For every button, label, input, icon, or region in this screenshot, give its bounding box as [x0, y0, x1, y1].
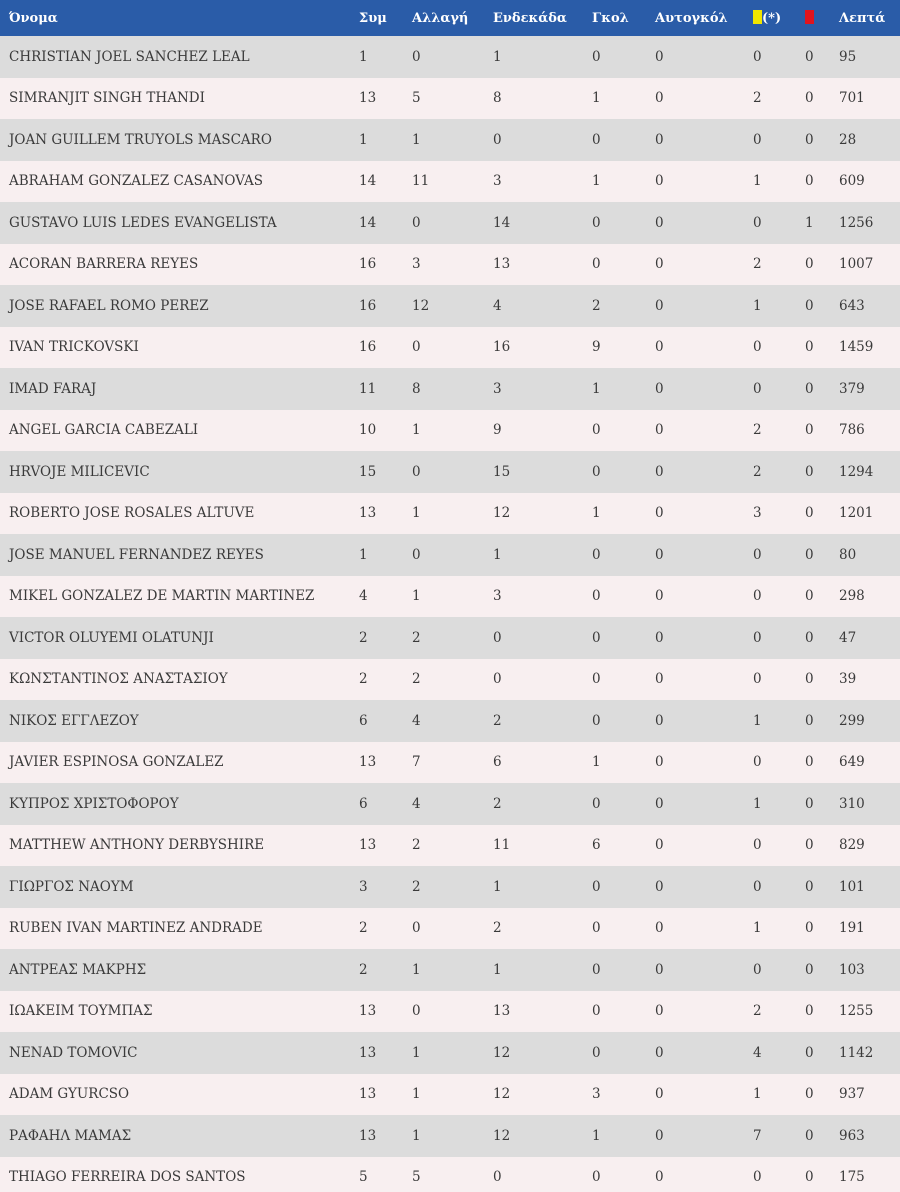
cell-yellow-cards: 1	[753, 795, 762, 812]
cell-starts: 9	[493, 422, 502, 439]
cell-yellow-cards: 0	[753, 629, 762, 646]
cell-name: IVAN TRICKOVSKI	[9, 339, 139, 356]
header-red-cards[interactable]	[805, 0, 839, 36]
cell-starts: 1	[493, 878, 502, 895]
header-minutes[interactable]: Λεπτά	[839, 10, 886, 26]
cell-yellow-cards: 0	[753, 837, 762, 854]
table-header-row	[0, 0, 900, 36]
cell-own-goals: 0	[655, 878, 664, 895]
cell-starts: 13	[493, 1003, 511, 1020]
cell-name: JOAN GUILLEM TRUYOLS MASCARO	[9, 131, 272, 148]
cell-minutes: 103	[839, 961, 865, 978]
cell-apps: 1	[359, 48, 368, 65]
cell-minutes: 963	[839, 1127, 865, 1144]
cell-goals: 0	[592, 795, 601, 812]
table-row[interactable]	[0, 742, 900, 784]
cell-own-goals: 0	[655, 1003, 664, 1020]
table-row[interactable]	[0, 1157, 900, 1192]
cell-sub: 0	[412, 339, 421, 356]
cell-minutes: 649	[839, 754, 865, 771]
cell-sub: 2	[412, 837, 421, 854]
cell-red-cards: 0	[805, 463, 814, 480]
cell-yellow-cards: 1	[753, 920, 762, 937]
cell-starts: 3	[493, 380, 502, 397]
cell-yellow-cards: 0	[753, 1169, 762, 1186]
cell-name: ACORAN BARRERA REYES	[9, 256, 199, 273]
cell-own-goals: 0	[655, 339, 664, 356]
cell-sub: 12	[412, 297, 430, 314]
cell-sub: 5	[412, 1169, 421, 1186]
cell-minutes: 39	[839, 671, 857, 688]
cell-minutes: 1007	[839, 256, 874, 273]
cell-yellow-cards: 0	[753, 878, 762, 895]
cell-own-goals: 0	[655, 546, 664, 563]
cell-sub: 4	[412, 795, 421, 812]
cell-goals: 6	[592, 837, 601, 854]
cell-goals: 0	[592, 131, 601, 148]
cell-minutes: 829	[839, 837, 865, 854]
cell-own-goals: 0	[655, 214, 664, 231]
cell-goals: 1	[592, 505, 601, 522]
table-row[interactable]	[0, 202, 900, 244]
cell-sub: 1	[412, 131, 421, 148]
cell-yellow-cards: 0	[753, 380, 762, 397]
table-row[interactable]	[0, 825, 900, 867]
cell-yellow-cards: 1	[753, 297, 762, 314]
header-sub[interactable]: Αλλαγή	[412, 10, 469, 26]
cell-own-goals: 0	[655, 297, 664, 314]
cell-name: IMAD FARAJ	[9, 380, 97, 397]
cell-sub: 1	[412, 588, 421, 605]
table-row[interactable]	[0, 410, 900, 452]
cell-starts: 12	[493, 505, 511, 522]
cell-minutes: 1142	[839, 1044, 874, 1061]
cell-yellow-cards: 0	[753, 546, 762, 563]
cell-goals: 0	[592, 588, 601, 605]
table-row[interactable]	[0, 1032, 900, 1074]
cell-goals: 2	[592, 297, 601, 314]
cell-red-cards: 0	[805, 920, 814, 937]
cell-goals: 0	[592, 629, 601, 646]
cell-sub: 1	[412, 1127, 421, 1144]
cell-own-goals: 0	[655, 754, 664, 771]
cell-goals: 1	[592, 1127, 601, 1144]
cell-sub: 0	[412, 214, 421, 231]
cell-name: THIAGO FERREIRA DOS SANTOS	[9, 1169, 246, 1186]
cell-starts: 12	[493, 1044, 511, 1061]
cell-minutes: 1201	[839, 505, 874, 522]
cell-minutes: 28	[839, 131, 857, 148]
cell-name: SIMRANJIT SINGH THANDI	[9, 90, 205, 107]
cell-goals: 0	[592, 422, 601, 439]
cell-apps: 13	[359, 1127, 377, 1144]
cell-apps: 13	[359, 90, 377, 107]
table-row[interactable]	[0, 36, 900, 78]
cell-own-goals: 0	[655, 90, 664, 107]
table-row[interactable]	[0, 1115, 900, 1157]
cell-red-cards: 0	[805, 671, 814, 688]
cell-sub: 1	[412, 1044, 421, 1061]
cell-sub: 7	[412, 754, 421, 771]
cell-sub: 2	[412, 629, 421, 646]
cell-red-cards: 0	[805, 754, 814, 771]
cell-goals: 1	[592, 754, 601, 771]
cell-apps: 2	[359, 671, 368, 688]
red-card-icon	[805, 10, 814, 24]
table-row[interactable]	[0, 534, 900, 576]
cell-goals: 0	[592, 878, 601, 895]
cell-minutes: 1294	[839, 463, 874, 480]
cell-goals: 0	[592, 920, 601, 937]
cell-red-cards: 0	[805, 422, 814, 439]
cell-apps: 2	[359, 629, 368, 646]
cell-own-goals: 0	[655, 920, 664, 937]
cell-own-goals: 0	[655, 1044, 664, 1061]
cell-apps: 16	[359, 256, 377, 273]
cell-name: ΡΑΦΑΗΛ ΜΑΜΑΣ	[9, 1127, 132, 1144]
cell-own-goals: 0	[655, 795, 664, 812]
cell-minutes: 80	[839, 546, 857, 563]
cell-yellow-cards: 0	[753, 961, 762, 978]
cell-name: NENAD TOMOVIC	[9, 1044, 138, 1061]
cell-apps: 6	[359, 795, 368, 812]
cell-yellow-cards: 2	[753, 1003, 762, 1020]
cell-own-goals: 0	[655, 48, 664, 65]
cell-sub: 0	[412, 463, 421, 480]
cell-minutes: 299	[839, 712, 865, 729]
cell-own-goals: 0	[655, 463, 664, 480]
cell-starts: 0	[493, 1169, 502, 1186]
table-row[interactable]	[0, 368, 900, 410]
cell-sub: 4	[412, 712, 421, 729]
cell-own-goals: 0	[655, 256, 664, 273]
cell-apps: 13	[359, 1044, 377, 1061]
cell-name: MIKEL GONZALEZ DE MARTIN MARTINEZ	[9, 588, 315, 605]
cell-sub: 0	[412, 48, 421, 65]
cell-goals: 1	[592, 90, 601, 107]
cell-apps: 15	[359, 463, 377, 480]
table-row[interactable]	[0, 908, 900, 950]
table-row[interactable]	[0, 991, 900, 1033]
cell-yellow-cards: 0	[753, 339, 762, 356]
cell-apps: 2	[359, 961, 368, 978]
cell-red-cards: 0	[805, 173, 814, 190]
cell-own-goals: 0	[655, 712, 664, 729]
cell-sub: 5	[412, 90, 421, 107]
cell-name: ADAM GYURCSO	[9, 1086, 130, 1103]
cell-red-cards: 0	[805, 505, 814, 522]
cell-red-cards: 0	[805, 837, 814, 854]
table-row[interactable]	[0, 161, 900, 203]
cell-starts: 8	[493, 90, 502, 107]
cell-name: MATTHEW ANTHONY DERBYSHIRE	[9, 837, 265, 854]
cell-goals: 0	[592, 463, 601, 480]
cell-apps: 1	[359, 131, 368, 148]
cell-red-cards: 0	[805, 1003, 814, 1020]
cell-name: JAVIER ESPINOSA GONZALEZ	[9, 754, 224, 771]
cell-sub: 11	[412, 173, 430, 190]
cell-apps: 5	[359, 1169, 368, 1186]
cell-own-goals: 0	[655, 671, 664, 688]
cell-own-goals: 0	[655, 1127, 664, 1144]
cell-sub: 1	[412, 422, 421, 439]
table-row[interactable]	[0, 285, 900, 327]
cell-apps: 6	[359, 712, 368, 729]
cell-red-cards: 0	[805, 1169, 814, 1186]
cell-name: ROBERTO JOSE ROSALES ALTUVE	[9, 505, 255, 522]
header-starts[interactable]: Ενδεκάδα	[493, 10, 567, 26]
cell-apps: 13	[359, 837, 377, 854]
cell-minutes: 1459	[839, 339, 874, 356]
cell-starts: 2	[493, 795, 502, 812]
cell-sub: 0	[412, 1003, 421, 1020]
cell-yellow-cards: 2	[753, 422, 762, 439]
cell-yellow-cards: 0	[753, 214, 762, 231]
header-yellow-suffix: (*)	[762, 11, 782, 26]
cell-goals: 0	[592, 546, 601, 563]
cell-name: CHRISTIAN JOEL SANCHEZ LEAL	[9, 48, 250, 65]
cell-minutes: 298	[839, 588, 865, 605]
cell-sub: 0	[412, 920, 421, 937]
cell-own-goals: 0	[655, 173, 664, 190]
cell-red-cards: 0	[805, 131, 814, 148]
cell-goals: 9	[592, 339, 601, 356]
cell-own-goals: 0	[655, 380, 664, 397]
cell-minutes: 47	[839, 629, 857, 646]
cell-minutes: 701	[839, 90, 865, 107]
cell-starts: 14	[493, 214, 511, 231]
cell-red-cards: 0	[805, 1127, 814, 1144]
cell-name: ABRAHAM GONZALEZ CASANOVAS	[9, 173, 264, 190]
cell-goals: 0	[592, 1044, 601, 1061]
cell-minutes: 379	[839, 380, 865, 397]
cell-apps: 16	[359, 297, 377, 314]
table-row[interactable]	[0, 244, 900, 286]
cell-red-cards: 0	[805, 961, 814, 978]
cell-red-cards: 0	[805, 297, 814, 314]
yellow-card-icon	[753, 10, 762, 24]
cell-starts: 6	[493, 754, 502, 771]
cell-minutes: 937	[839, 1086, 865, 1103]
cell-name: ΝΙΚΟΣ ΕΓΓΛΕΖΟΥ	[9, 712, 139, 729]
cell-red-cards: 0	[805, 712, 814, 729]
header-own-goals[interactable]: Αυτογκόλ	[655, 10, 728, 26]
cell-yellow-cards: 0	[753, 671, 762, 688]
cell-goals: 0	[592, 256, 601, 273]
cell-apps: 13	[359, 1086, 377, 1103]
cell-goals: 0	[592, 48, 601, 65]
table-row[interactable]	[0, 576, 900, 618]
cell-own-goals: 0	[655, 629, 664, 646]
cell-apps: 16	[359, 339, 377, 356]
cell-starts: 2	[493, 712, 502, 729]
cell-red-cards: 0	[805, 380, 814, 397]
cell-starts: 3	[493, 588, 502, 605]
cell-minutes: 191	[839, 920, 865, 937]
cell-name: ΑΝΤΡΕΑΣ ΜΑΚΡΗΣ	[9, 961, 147, 978]
cell-own-goals: 0	[655, 837, 664, 854]
cell-name: ANGEL GARCIA CABEZALI	[9, 422, 199, 439]
cell-yellow-cards: 0	[753, 131, 762, 148]
table-body	[0, 36, 900, 1192]
table-row[interactable]	[0, 700, 900, 742]
cell-yellow-cards: 2	[753, 463, 762, 480]
cell-starts: 1	[493, 961, 502, 978]
cell-red-cards: 0	[805, 795, 814, 812]
cell-sub: 0	[412, 546, 421, 563]
cell-yellow-cards: 0	[753, 48, 762, 65]
cell-name: HRVOJE MILICEVIC	[9, 463, 150, 480]
cell-own-goals: 0	[655, 422, 664, 439]
cell-yellow-cards: 7	[753, 1127, 762, 1144]
cell-name: JOSE RAFAEL ROMO PEREZ	[9, 297, 209, 314]
cell-yellow-cards: 2	[753, 90, 762, 107]
cell-starts: 3	[493, 173, 502, 190]
cell-own-goals: 0	[655, 131, 664, 148]
cell-minutes: 101	[839, 878, 865, 895]
cell-minutes: 786	[839, 422, 865, 439]
cell-starts: 0	[493, 131, 502, 148]
table-row[interactable]	[0, 119, 900, 161]
cell-minutes: 643	[839, 297, 865, 314]
header-apps[interactable]: Συμ	[359, 10, 387, 26]
cell-red-cards: 0	[805, 339, 814, 356]
cell-minutes: 310	[839, 795, 865, 812]
cell-red-cards: 0	[805, 546, 814, 563]
table-row[interactable]	[0, 493, 900, 535]
cell-apps: 1	[359, 546, 368, 563]
cell-own-goals: 0	[655, 588, 664, 605]
cell-starts: 12	[493, 1127, 511, 1144]
cell-red-cards: 0	[805, 629, 814, 646]
cell-apps: 11	[359, 380, 377, 397]
cell-name: GUSTAVO LUIS LEDES EVANGELISTA	[9, 214, 277, 231]
cell-sub: 1	[412, 505, 421, 522]
cell-starts: 0	[493, 629, 502, 646]
cell-starts: 15	[493, 463, 511, 480]
cell-apps: 13	[359, 754, 377, 771]
table-row[interactable]	[0, 659, 900, 701]
cell-apps: 10	[359, 422, 377, 439]
header-yellow-cards[interactable]	[753, 0, 805, 36]
cell-yellow-cards: 2	[753, 256, 762, 273]
cell-starts: 2	[493, 920, 502, 937]
table-row[interactable]	[0, 949, 900, 991]
table-row[interactable]	[0, 783, 900, 825]
cell-sub: 2	[412, 878, 421, 895]
cell-name: RUBEN IVAN MARTINEZ ANDRADE	[9, 920, 263, 937]
cell-sub: 3	[412, 256, 421, 273]
cell-red-cards: 1	[805, 214, 814, 231]
table-row[interactable]	[0, 78, 900, 120]
cell-goals: 0	[592, 671, 601, 688]
cell-sub: 1	[412, 961, 421, 978]
cell-yellow-cards: 1	[753, 173, 762, 190]
cell-apps: 4	[359, 588, 368, 605]
cell-goals: 0	[592, 1169, 601, 1186]
cell-starts: 11	[493, 837, 511, 854]
cell-minutes: 1256	[839, 214, 874, 231]
cell-apps: 14	[359, 173, 377, 190]
cell-red-cards: 0	[805, 588, 814, 605]
cell-name: ΓΙΩΡΓΟΣ ΝΑΟΥΜ	[9, 878, 134, 895]
cell-name: ΙΩΑΚΕΙΜ ΤΟΥΜΠΑΣ	[9, 1003, 153, 1020]
cell-apps: 13	[359, 505, 377, 522]
cell-yellow-cards: 3	[753, 505, 762, 522]
cell-red-cards: 0	[805, 1044, 814, 1061]
cell-own-goals: 0	[655, 1169, 664, 1186]
cell-own-goals: 0	[655, 1086, 664, 1103]
header-goals[interactable]: Γκολ	[592, 10, 629, 26]
table-row[interactable]	[0, 866, 900, 908]
cell-red-cards: 0	[805, 1086, 814, 1103]
cell-goals: 0	[592, 961, 601, 978]
cell-red-cards: 0	[805, 48, 814, 65]
cell-minutes: 609	[839, 173, 865, 190]
cell-starts: 16	[493, 339, 511, 356]
cell-minutes: 95	[839, 48, 857, 65]
table-row[interactable]	[0, 327, 900, 369]
cell-own-goals: 0	[655, 505, 664, 522]
table-row[interactable]	[0, 617, 900, 659]
table-row[interactable]	[0, 451, 900, 493]
cell-yellow-cards: 1	[753, 1086, 762, 1103]
cell-apps: 13	[359, 1003, 377, 1020]
cell-red-cards: 0	[805, 90, 814, 107]
cell-starts: 4	[493, 297, 502, 314]
cell-apps: 2	[359, 920, 368, 937]
cell-sub: 8	[412, 380, 421, 397]
cell-goals: 0	[592, 1003, 601, 1020]
cell-minutes: 1255	[839, 1003, 874, 1020]
cell-red-cards: 0	[805, 878, 814, 895]
header-name[interactable]: Όνομα	[9, 10, 58, 26]
cell-name: VICTOR OLUYEMI OLATUNJI	[9, 629, 214, 646]
cell-goals: 0	[592, 214, 601, 231]
cell-apps: 14	[359, 214, 377, 231]
cell-yellow-cards: 4	[753, 1044, 762, 1061]
cell-name: ΚΩΝΣΤΑΝΤΙΝΟΣ ΑΝΑΣΤΑΣΙΟΥ	[9, 671, 228, 688]
cell-name: ΚΥΠΡΟΣ ΧΡΙΣΤΟΦΟΡΟΥ	[9, 795, 179, 812]
cell-starts: 1	[493, 546, 502, 563]
cell-yellow-cards: 1	[753, 712, 762, 729]
cell-own-goals: 0	[655, 961, 664, 978]
cell-starts: 13	[493, 256, 511, 273]
cell-yellow-cards: 0	[753, 754, 762, 771]
cell-goals: 1	[592, 173, 601, 190]
cell-sub: 2	[412, 671, 421, 688]
table-row[interactable]	[0, 1074, 900, 1116]
cell-starts: 0	[493, 671, 502, 688]
cell-yellow-cards: 0	[753, 588, 762, 605]
cell-starts: 1	[493, 48, 502, 65]
cell-goals: 1	[592, 380, 601, 397]
cell-apps: 3	[359, 878, 368, 895]
cell-sub: 1	[412, 1086, 421, 1103]
cell-goals: 3	[592, 1086, 601, 1103]
cell-red-cards: 0	[805, 256, 814, 273]
cell-starts: 12	[493, 1086, 511, 1103]
cell-minutes: 175	[839, 1169, 865, 1186]
cell-goals: 0	[592, 712, 601, 729]
cell-name: JOSE MANUEL FERNANDEZ REYES	[9, 546, 264, 563]
